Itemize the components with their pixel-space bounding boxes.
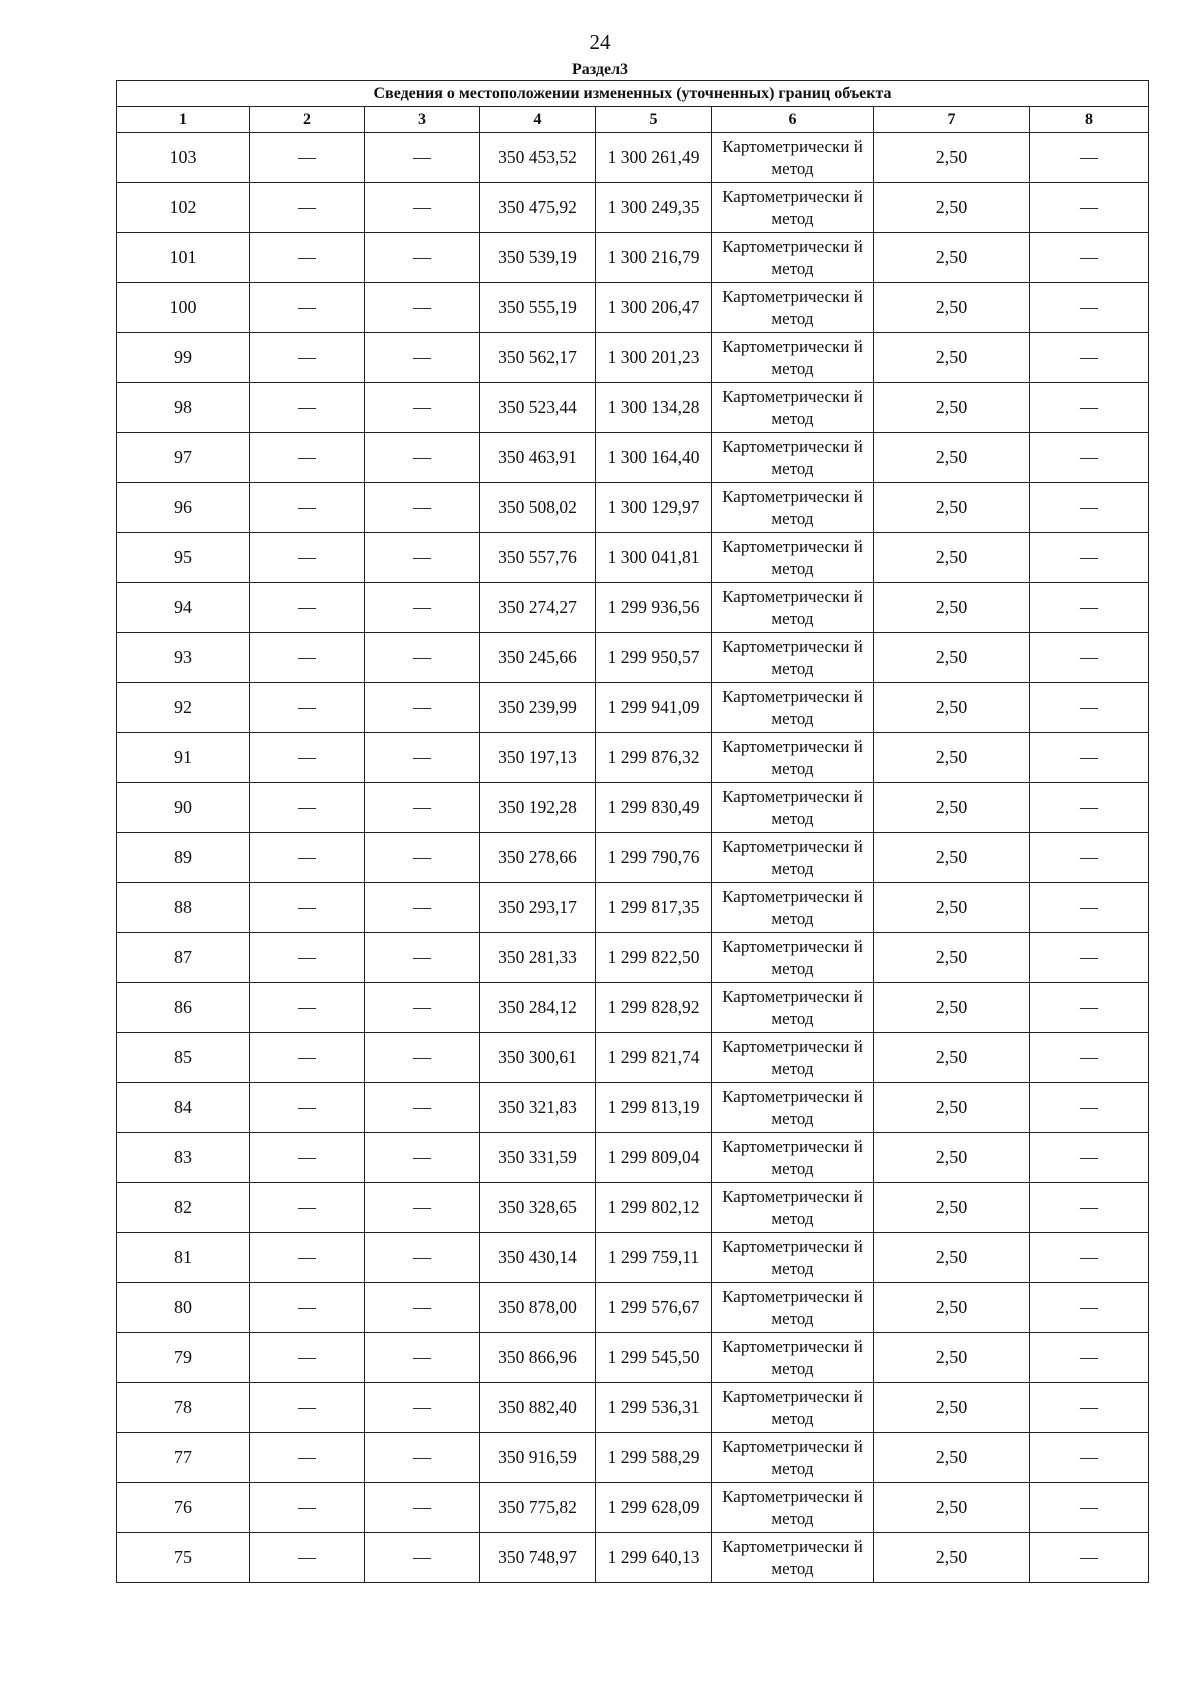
empty-dash-cell: — [250,633,365,683]
method-cell: Картометрически й метод [712,1233,874,1283]
empty-dash-cell: — [1030,933,1149,983]
table-row [117,433,1149,483]
table-row [117,383,1149,433]
empty-dash-cell: — [250,1483,365,1533]
empty-dash-cell: — [250,933,365,983]
column-number: 5 [596,107,712,133]
accuracy-cell: 2,50 [874,133,1030,183]
empty-dash-cell: — [1030,583,1149,633]
accuracy-cell: 2,50 [874,683,1030,733]
empty-dash-cell: — [250,1533,365,1583]
column-number: 3 [365,107,480,133]
y-coordinate-cell: 1 299 941,09 [596,683,712,733]
empty-dash-cell: — [250,1183,365,1233]
y-coordinate-cell: 1 299 813,19 [596,1083,712,1133]
point-number-cell: 99 [117,333,250,383]
accuracy-cell: 2,50 [874,1283,1030,1333]
empty-dash-cell: — [250,383,365,433]
point-number-cell: 88 [117,883,250,933]
point-number-cell: 84 [117,1083,250,1133]
x-coordinate-cell: 350 239,99 [480,683,596,733]
y-coordinate-cell: 1 299 640,13 [596,1533,712,1583]
empty-dash-cell: — [250,883,365,933]
accuracy-cell: 2,50 [874,733,1030,783]
table-row [117,933,1149,983]
empty-dash-cell: — [1030,1433,1149,1483]
accuracy-cell: 2,50 [874,333,1030,383]
method-cell: Картометрически й метод [712,383,874,433]
point-number-cell: 92 [117,683,250,733]
empty-dash-cell: — [365,783,480,833]
accuracy-cell: 2,50 [874,933,1030,983]
empty-dash-cell: — [365,983,480,1033]
table-row [117,833,1149,883]
point-number-cell: 94 [117,583,250,633]
empty-dash-cell: — [365,1483,480,1533]
empty-dash-cell: — [250,1033,365,1083]
point-number-cell: 95 [117,533,250,583]
accuracy-cell: 2,50 [874,883,1030,933]
empty-dash-cell: — [365,1233,480,1283]
empty-dash-cell: — [365,583,480,633]
x-coordinate-cell: 350 557,76 [480,533,596,583]
method-cell: Картометрически й метод [712,1133,874,1183]
empty-dash-cell: — [1030,783,1149,833]
empty-dash-cell: — [365,133,480,183]
x-coordinate-cell: 350 508,02 [480,483,596,533]
empty-dash-cell: — [1030,683,1149,733]
method-cell: Картометрически й метод [712,1283,874,1333]
empty-dash-cell: — [365,233,480,283]
empty-dash-cell: — [365,933,480,983]
empty-dash-cell: — [1030,1033,1149,1083]
column-number-row [117,107,1149,133]
empty-dash-cell: — [1030,1383,1149,1433]
empty-dash-cell: — [250,983,365,1033]
method-cell: Картометрически й метод [712,883,874,933]
point-number-cell: 100 [117,283,250,333]
y-coordinate-cell: 1 300 206,47 [596,283,712,333]
accuracy-cell: 2,50 [874,833,1030,883]
point-number-cell: 86 [117,983,250,1033]
table-row [117,883,1149,933]
method-cell: Картометрически й метод [712,833,874,883]
table-row [117,1033,1149,1083]
accuracy-cell: 2,50 [874,1433,1030,1483]
table-row [117,183,1149,233]
y-coordinate-cell: 1 299 822,50 [596,933,712,983]
x-coordinate-cell: 350 300,61 [480,1033,596,1083]
empty-dash-cell: — [250,533,365,583]
table-caption: Сведения о местоположении измененных (уточненных) границ объекта [117,81,1149,107]
empty-dash-cell: — [250,1083,365,1133]
table-row [117,783,1149,833]
point-number-cell: 81 [117,1233,250,1283]
table-row [117,1283,1149,1333]
empty-dash-cell: — [1030,1283,1149,1333]
point-number-cell: 89 [117,833,250,883]
empty-dash-cell: — [250,683,365,733]
point-number-cell: 91 [117,733,250,783]
x-coordinate-cell: 350 866,96 [480,1333,596,1383]
y-coordinate-cell: 1 299 576,67 [596,1283,712,1333]
empty-dash-cell: — [250,1333,365,1383]
method-cell: Картометрически й метод [712,933,874,983]
x-coordinate-cell: 350 274,27 [480,583,596,633]
table-row [117,133,1149,183]
accuracy-cell: 2,50 [874,1083,1030,1133]
empty-dash-cell: — [1030,483,1149,533]
empty-dash-cell: — [365,883,480,933]
empty-dash-cell: — [365,1533,480,1583]
y-coordinate-cell: 1 299 536,31 [596,1383,712,1433]
x-coordinate-cell: 350 321,83 [480,1083,596,1133]
method-cell: Картометрически й метод [712,1333,874,1383]
empty-dash-cell: — [250,133,365,183]
empty-dash-cell: — [1030,1183,1149,1233]
method-cell: Картометрически й метод [712,1433,874,1483]
x-coordinate-cell: 350 245,66 [480,633,596,683]
point-number-cell: 79 [117,1333,250,1383]
empty-dash-cell: — [1030,1333,1149,1383]
empty-dash-cell: — [1030,133,1149,183]
table-row [117,283,1149,333]
accuracy-cell: 2,50 [874,783,1030,833]
column-number: 2 [250,107,365,133]
accuracy-cell: 2,50 [874,583,1030,633]
x-coordinate-cell: 350 916,59 [480,1433,596,1483]
accuracy-cell: 2,50 [874,383,1030,433]
x-coordinate-cell: 350 882,40 [480,1383,596,1433]
empty-dash-cell: — [365,633,480,683]
empty-dash-cell: — [365,1033,480,1083]
column-number: 7 [874,107,1030,133]
y-coordinate-cell: 1 299 817,35 [596,883,712,933]
point-number-cell: 85 [117,1033,250,1083]
accuracy-cell: 2,50 [874,533,1030,583]
table-row [117,1333,1149,1383]
point-number-cell: 78 [117,1383,250,1433]
y-coordinate-cell: 1 299 545,50 [596,1333,712,1383]
empty-dash-cell: — [1030,733,1149,783]
table-row [117,533,1149,583]
empty-dash-cell: — [250,483,365,533]
y-coordinate-cell: 1 299 830,49 [596,783,712,833]
column-number: 4 [480,107,596,133]
empty-dash-cell: — [1030,633,1149,683]
method-cell: Картометрически й метод [712,1483,874,1533]
point-number-cell: 83 [117,1133,250,1183]
accuracy-cell: 2,50 [874,233,1030,283]
method-cell: Картометрически й метод [712,133,874,183]
column-number: 8 [1030,107,1149,133]
x-coordinate-cell: 350 284,12 [480,983,596,1033]
point-number-cell: 102 [117,183,250,233]
empty-dash-cell: — [365,1283,480,1333]
accuracy-cell: 2,50 [874,1483,1030,1533]
accuracy-cell: 2,50 [874,1333,1030,1383]
empty-dash-cell: — [1030,183,1149,233]
empty-dash-cell: — [250,1433,365,1483]
empty-dash-cell: — [365,383,480,433]
method-cell: Картометрически й метод [712,233,874,283]
method-cell: Картометрически й метод [712,183,874,233]
method-cell: Картометрически й метод [712,783,874,833]
y-coordinate-cell: 1 299 790,76 [596,833,712,883]
accuracy-cell: 2,50 [874,483,1030,533]
y-coordinate-cell: 1 300 249,35 [596,183,712,233]
point-number-cell: 101 [117,233,250,283]
y-coordinate-cell: 1 299 936,56 [596,583,712,633]
empty-dash-cell: — [365,433,480,483]
y-coordinate-cell: 1 299 802,12 [596,1183,712,1233]
empty-dash-cell: — [365,1433,480,1483]
empty-dash-cell: — [250,233,365,283]
empty-dash-cell: — [365,1333,480,1383]
table-row [117,333,1149,383]
empty-dash-cell: — [250,183,365,233]
x-coordinate-cell: 350 475,92 [480,183,596,233]
empty-dash-cell: — [1030,983,1149,1033]
empty-dash-cell: — [365,533,480,583]
accuracy-cell: 2,50 [874,183,1030,233]
empty-dash-cell: — [1030,1233,1149,1283]
method-cell: Картометрически й метод [712,683,874,733]
x-coordinate-cell: 350 331,59 [480,1133,596,1183]
y-coordinate-cell: 1 300 041,81 [596,533,712,583]
empty-dash-cell: — [250,1233,365,1283]
point-number-cell: 97 [117,433,250,483]
table-row [117,1383,1149,1433]
x-coordinate-cell: 350 748,97 [480,1533,596,1583]
accuracy-cell: 2,50 [874,983,1030,1033]
empty-dash-cell: — [1030,283,1149,333]
boundary-coordinates-table [116,80,1149,1583]
empty-dash-cell: — [250,1133,365,1183]
y-coordinate-cell: 1 299 821,74 [596,1033,712,1083]
empty-dash-cell: — [365,1383,480,1433]
table-row [117,733,1149,783]
column-number: 6 [712,107,874,133]
point-number-cell: 80 [117,1283,250,1333]
x-coordinate-cell: 350 523,44 [480,383,596,433]
x-coordinate-cell: 350 555,19 [480,283,596,333]
accuracy-cell: 2,50 [874,1133,1030,1183]
method-cell: Картометрически й метод [712,983,874,1033]
y-coordinate-cell: 1 299 876,32 [596,733,712,783]
method-cell: Картометрически й метод [712,633,874,683]
empty-dash-cell: — [1030,333,1149,383]
table-row [117,1233,1149,1283]
y-coordinate-cell: 1 300 134,28 [596,383,712,433]
y-coordinate-cell: 1 300 261,49 [596,133,712,183]
x-coordinate-cell: 350 878,00 [480,1283,596,1333]
empty-dash-cell: — [1030,433,1149,483]
table-row [117,1533,1149,1583]
accuracy-cell: 2,50 [874,1533,1030,1583]
point-number-cell: 98 [117,383,250,433]
empty-dash-cell: — [250,283,365,333]
empty-dash-cell: — [1030,1533,1149,1583]
point-number-cell: 76 [117,1483,250,1533]
empty-dash-cell: — [250,733,365,783]
y-coordinate-cell: 1 300 164,40 [596,433,712,483]
point-number-cell: 87 [117,933,250,983]
empty-dash-cell: — [365,733,480,783]
empty-dash-cell: — [365,833,480,883]
empty-dash-cell: — [365,1183,480,1233]
table-row [117,1183,1149,1233]
empty-dash-cell: — [250,1383,365,1433]
method-cell: Картометрически й метод [712,1083,874,1133]
y-coordinate-cell: 1 299 759,11 [596,1233,712,1283]
method-cell: Картометрически й метод [712,1533,874,1583]
empty-dash-cell: — [365,483,480,533]
point-number-cell: 77 [117,1433,250,1483]
accuracy-cell: 2,50 [874,433,1030,483]
empty-dash-cell: — [1030,1133,1149,1183]
x-coordinate-cell: 350 453,52 [480,133,596,183]
empty-dash-cell: — [250,1283,365,1333]
x-coordinate-cell: 350 293,17 [480,883,596,933]
x-coordinate-cell: 350 192,28 [480,783,596,833]
accuracy-cell: 2,50 [874,283,1030,333]
empty-dash-cell: — [1030,833,1149,883]
y-coordinate-cell: 1 300 201,23 [596,333,712,383]
table-row [117,1083,1149,1133]
point-number-cell: 93 [117,633,250,683]
method-cell: Картометрически й метод [712,733,874,783]
point-number-cell: 96 [117,483,250,533]
y-coordinate-cell: 1 299 828,92 [596,983,712,1033]
table-row [117,683,1149,733]
x-coordinate-cell: 350 328,65 [480,1183,596,1233]
empty-dash-cell: — [1030,1483,1149,1533]
y-coordinate-cell: 1 299 809,04 [596,1133,712,1183]
empty-dash-cell: — [365,1133,480,1183]
accuracy-cell: 2,50 [874,1383,1030,1433]
method-cell: Картометрически й метод [712,1183,874,1233]
x-coordinate-cell: 350 775,82 [480,1483,596,1533]
method-cell: Картометрически й метод [712,433,874,483]
empty-dash-cell: — [365,283,480,333]
x-coordinate-cell: 350 278,66 [480,833,596,883]
x-coordinate-cell: 350 197,13 [480,733,596,783]
method-cell: Картометрически й метод [712,283,874,333]
empty-dash-cell: — [1030,383,1149,433]
y-coordinate-cell: 1 299 628,09 [596,1483,712,1533]
point-number-cell: 90 [117,783,250,833]
table-row [117,583,1149,633]
empty-dash-cell: — [250,833,365,883]
x-coordinate-cell: 350 539,19 [480,233,596,283]
empty-dash-cell: — [1030,883,1149,933]
method-cell: Картометрически й метод [712,483,874,533]
table-row [117,1133,1149,1183]
accuracy-cell: 2,50 [874,1233,1030,1283]
method-cell: Картометрически й метод [712,583,874,633]
accuracy-cell: 2,50 [874,633,1030,683]
method-cell: Картометрически й метод [712,533,874,583]
point-number-cell: 103 [117,133,250,183]
empty-dash-cell: — [365,1083,480,1133]
accuracy-cell: 2,50 [874,1033,1030,1083]
table-row [117,983,1149,1033]
empty-dash-cell: — [250,583,365,633]
accuracy-cell: 2,50 [874,1183,1030,1233]
empty-dash-cell: — [1030,533,1149,583]
table-body [117,133,1149,1583]
x-coordinate-cell: 350 562,17 [480,333,596,383]
x-coordinate-cell: 350 281,33 [480,933,596,983]
table-row [117,233,1149,283]
empty-dash-cell: — [365,183,480,233]
y-coordinate-cell: 1 299 950,57 [596,633,712,683]
empty-dash-cell: — [250,783,365,833]
x-coordinate-cell: 350 463,91 [480,433,596,483]
empty-dash-cell: — [250,333,365,383]
y-coordinate-cell: 1 300 129,97 [596,483,712,533]
x-coordinate-cell: 350 430,14 [480,1233,596,1283]
empty-dash-cell: — [365,333,480,383]
method-cell: Картометрически й метод [712,333,874,383]
y-coordinate-cell: 1 300 216,79 [596,233,712,283]
page-number: 24 [589,30,611,54]
section-label: Раздел3 [571,61,629,78]
y-coordinate-cell: 1 299 588,29 [596,1433,712,1483]
empty-dash-cell: — [1030,233,1149,283]
empty-dash-cell: — [365,683,480,733]
point-number-cell: 75 [117,1533,250,1583]
column-number: 1 [117,107,250,133]
table-row [117,1483,1149,1533]
method-cell: Картометрически й метод [712,1383,874,1433]
empty-dash-cell: — [250,433,365,483]
table-row [117,483,1149,533]
method-cell: Картометрически й метод [712,1033,874,1083]
point-number-cell: 82 [117,1183,250,1233]
empty-dash-cell: — [1030,1083,1149,1133]
table-row [117,633,1149,683]
table-row [117,1433,1149,1483]
